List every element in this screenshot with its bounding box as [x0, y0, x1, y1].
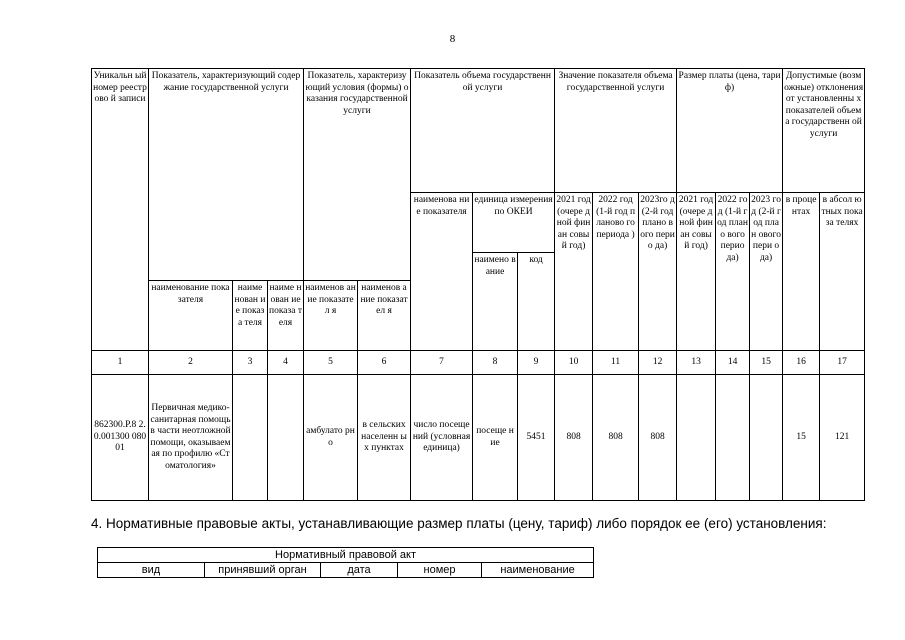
- column-number: 12: [639, 351, 677, 375]
- column-number: 7: [411, 351, 473, 375]
- header-sub-name-5: наименов ание показател я: [304, 281, 358, 351]
- header-dev-absolute: в абсол ютных показа телях: [820, 193, 865, 351]
- column-number: 15: [750, 351, 783, 375]
- cell-vol-2021: 808: [555, 375, 593, 501]
- cell-unique-number: 862300.Р.8 2.0.001300 08001: [92, 375, 149, 501]
- header-unit-okei: единица измерения по ОКЕИ: [473, 193, 555, 253]
- cell-unit-name: посеще ние: [473, 375, 518, 501]
- acts-column-number: номер: [398, 563, 482, 578]
- header-vol-2022: 2022 год (1-й год планово го периода ): [593, 193, 639, 351]
- header-content-indicator: Показатель, характеризующий содержание государственной услуги: [149, 69, 304, 281]
- column-number: 9: [518, 351, 555, 375]
- header-vol-2021: 2021 год (очере дной финан совый год): [555, 193, 593, 351]
- acts-column-name: наименование: [482, 563, 594, 578]
- header-conditions-indicator: Показатель, характеризующий условия (формы) оказания государственной услуги: [304, 69, 411, 281]
- column-number-row: [92, 351, 865, 375]
- header-unit-name: наимено вание: [473, 253, 518, 351]
- cell-dev-absolute: 121: [820, 375, 865, 501]
- acts-table-title: Нормативный правовой акт: [98, 548, 594, 563]
- acts-column-authority: принявший орган: [205, 563, 321, 578]
- cell-dev-percent: 15: [783, 375, 820, 501]
- header-sub-name-4: наиме нован ие показа теля: [268, 281, 304, 351]
- header-volume-value: Значение показателя объема государственной услуги: [555, 69, 677, 193]
- column-number: 8: [473, 351, 518, 375]
- header-sub-name-3: наиме нован ие показа теля: [233, 281, 268, 351]
- column-number: 5: [304, 351, 358, 375]
- cell-condition: в сельских населенн ых пунктах: [358, 375, 411, 501]
- table-row: [92, 375, 865, 501]
- header-indicator-name: наименова ние показателя: [411, 193, 473, 351]
- column-number: 13: [677, 351, 716, 375]
- column-number: 3: [233, 351, 268, 375]
- column-number: 10: [555, 351, 593, 375]
- column-number: 4: [268, 351, 304, 375]
- cell-vol-2022: 808: [593, 375, 639, 501]
- column-number: 16: [783, 351, 820, 375]
- header-fee-2022: 2022 год (1-й год плано вого перио да): [716, 193, 750, 351]
- cell-indicator-4: [268, 375, 304, 501]
- cell-fee-2021: [677, 375, 716, 501]
- header-sub-name-2: наименование показателя: [149, 281, 233, 351]
- cell-fee-2023: [750, 375, 783, 501]
- header-vol-2023: 2023го д (2-й год плано вого перио да): [639, 193, 677, 351]
- section-4-title: 4. Нормативные правовые акты, устанавливающие размер платы (цену, тариф) либо порядок ее (его) установления:: [91, 516, 827, 531]
- cell-fee-2022: [716, 375, 750, 501]
- legal-acts-table: [97, 547, 594, 578]
- header-deviations: Допустимые (возможные) отклонения от установленны х показателей объема государственн ой услуги: [783, 69, 865, 193]
- column-number: 14: [716, 351, 750, 375]
- page-number: 8: [449, 33, 456, 45]
- header-unit-code: код: [518, 253, 555, 351]
- header-unique-number: Уникальн ый номер реестрово й записи: [92, 69, 149, 351]
- header-sub-name-6: наименов ание показател я: [358, 281, 411, 351]
- acts-column-type: вид: [98, 563, 205, 578]
- acts-column-date: дата: [321, 563, 398, 578]
- header-dev-percent: в проце нтах: [783, 193, 820, 351]
- header-fee-size: Размер платы (цена, тариф): [677, 69, 783, 193]
- cell-form: амбулато рно: [304, 375, 358, 501]
- cell-unit-code: 5451: [518, 375, 555, 501]
- header-volume-indicator: Показатель объема государственной услуги: [411, 69, 555, 193]
- column-number: 2: [149, 351, 233, 375]
- column-number: 11: [593, 351, 639, 375]
- header-fee-2021: 2021 год (очере дной финан совый год): [677, 193, 716, 351]
- service-volume-table: [91, 68, 865, 501]
- header-fee-2023: 2023 год (2-й год план ового пери ода): [750, 193, 783, 351]
- cell-indicator-name: число посещений (условная единица): [411, 375, 473, 501]
- column-number: 17: [820, 351, 865, 375]
- cell-service-content: Первичная медико-санитарная помощь в части неотложной помощи, оказываемая по профилю «Стоматология»: [149, 375, 233, 501]
- cell-vol-2023: 808: [639, 375, 677, 501]
- column-number: 1: [92, 351, 149, 375]
- cell-indicator-3: [233, 375, 268, 501]
- column-number: 6: [358, 351, 411, 375]
